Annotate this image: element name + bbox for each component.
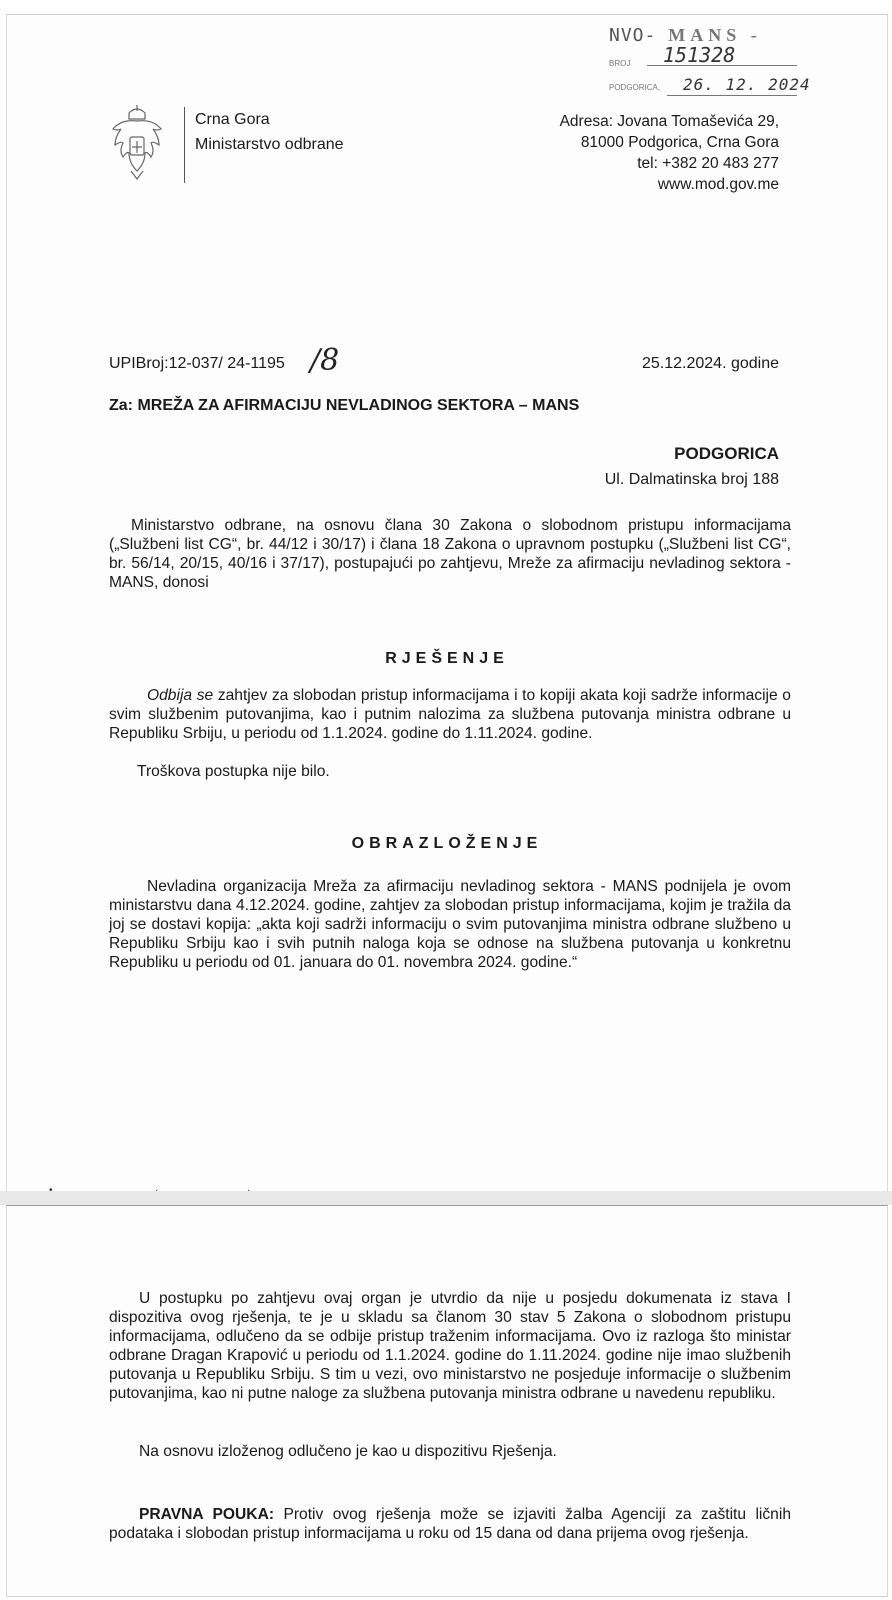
decision-paragraph	[109, 686, 791, 743]
reasoning-paragraph: Nevladina organizacija Mreža za afirmaciju nevladinog sektora - MANS podnijela je ovom ministarstvu dana 4.12.2024. godine, zahtjev za slobodan pristup informacijama, kojim je tražila da joj se dostavi kopija: „akta koji sadrži informaciju o svim putovanjima ministra odbrane službeno u Republiku Srbiju kao i svih putnih naloga koja se odnose na službena putovanja u konkretnu Republiku u periodu od 01. januara do 01. novembra 2024. godine.“	[109, 878, 791, 971]
legal-remedy	[109, 1505, 791, 1543]
document-date: 25.12.2024. godine	[641, 355, 779, 372]
decision-title: RJEŠENJE	[385, 650, 509, 667]
reference-number: UPIBroj:12-037/ 24-1195	[109, 355, 285, 372]
decision-lead: Odbija se	[147, 687, 214, 704]
country-name: Crna Gora	[195, 111, 270, 128]
address-line: Adresa: Jovana Tomaševića 29,	[559, 113, 779, 130]
stamp-place-label: PODGORICA,	[609, 83, 661, 92]
stamp-line	[647, 65, 797, 66]
stamp-line	[667, 95, 797, 96]
address-line: 81000 Podgorica, Crna Gora	[580, 134, 779, 151]
stamp-broj-value: 151328	[663, 43, 736, 67]
recipient-city: PODGORICA	[674, 444, 779, 463]
page-gap	[0, 1191, 892, 1205]
page2-conclusion: Na osnovu izloženog odlučeno je kao u dispozitivu Rješenja.	[139, 1443, 557, 1460]
document-page-2	[6, 1205, 888, 1597]
recipient-street: Ul. Dalmatinska broj 188	[604, 471, 779, 488]
institution-block	[195, 107, 344, 157]
header-divider	[184, 107, 185, 183]
legal-remedy-label: PRAVNA POUKA:	[139, 1506, 275, 1523]
reasoning-title: OBRAZLOŽENJE	[351, 835, 543, 852]
document-page-1	[6, 14, 888, 1192]
page2-paragraph: U postupku po zahtjevu ovaj organ je utvrdio da nije u posjedu dokumenata iz stava I dispozitiva ovog rješenja, te je u skladu sa članom 30 stav 5 Zakona o slobodnom pristupu informacijama, odlučeno da se odbije pristup traženim informacijama. Ovo iz razloga što ministar odbrane Dragan Krapović u periodu od 1.1.2024. godine do 1.11.2024. godine nije imao službenih putovanja u Republiku Srbiju. S tim u vezi, ovo ministarstvo ne posjeduje informacije o službenim putovanjima, kao ni putne naloge za službena putovanja ministra odbrane u navedenu republiku.	[109, 1290, 791, 1402]
intro-paragraph: Ministarstvo odbrane, na osnovu člana 30 Zakona o slobodnom pristupu informacijama („Službeni list CG“, br. 44/12 i 30/17) i člana 18 Zakona o upravnom postupku („Službeni list CG“, br. 56/14, 20/15, 40/16 i 37/17), postupajući po zahtjevu, Mreže za afirmaciju nevladinog sektora - MANS, donosi	[109, 517, 791, 591]
legal-remedy-text: Protiv ovog rješenja može se izjaviti žalba Agenciji za zaštitu ličnih podataka i slobodan pristup informacijama u roku od 15 dana od dana prijema ovog rješenja.	[109, 1506, 791, 1542]
costs-line: Troškova postupka nije bilo.	[137, 763, 330, 780]
decision-text: zahtjev za slobodan pristup informacijama i to kopiji akata koji sadrže informacije o svim službenim putovanjima, kao i putnim nalozima za službena putovanja ministra odbrane u Republiku Srbiju, u periodu od 1.1.2024. godine do 1.11.2024. godine.	[109, 687, 791, 742]
recipient-line: Za: MREŽA ZA AFIRMACIJU NEVLADINOG SEKTORA – MANS	[109, 397, 580, 414]
coat-of-arms-icon	[107, 105, 167, 183]
phone-number: tel: +382 20 483 277	[637, 155, 779, 172]
stamp-broj-label: BROJ	[609, 59, 631, 68]
address-block	[560, 111, 779, 195]
website: www.mod.gov.me	[657, 176, 779, 193]
stamp-org-name: MANS -	[668, 25, 762, 45]
stamp-date: 26. 12. 2024	[683, 75, 811, 94]
stamp-org-prefix: NVO-	[609, 25, 657, 46]
ministry-name: Ministarstvo odbrane	[195, 136, 344, 153]
reference-handwritten: /8	[310, 343, 340, 378]
